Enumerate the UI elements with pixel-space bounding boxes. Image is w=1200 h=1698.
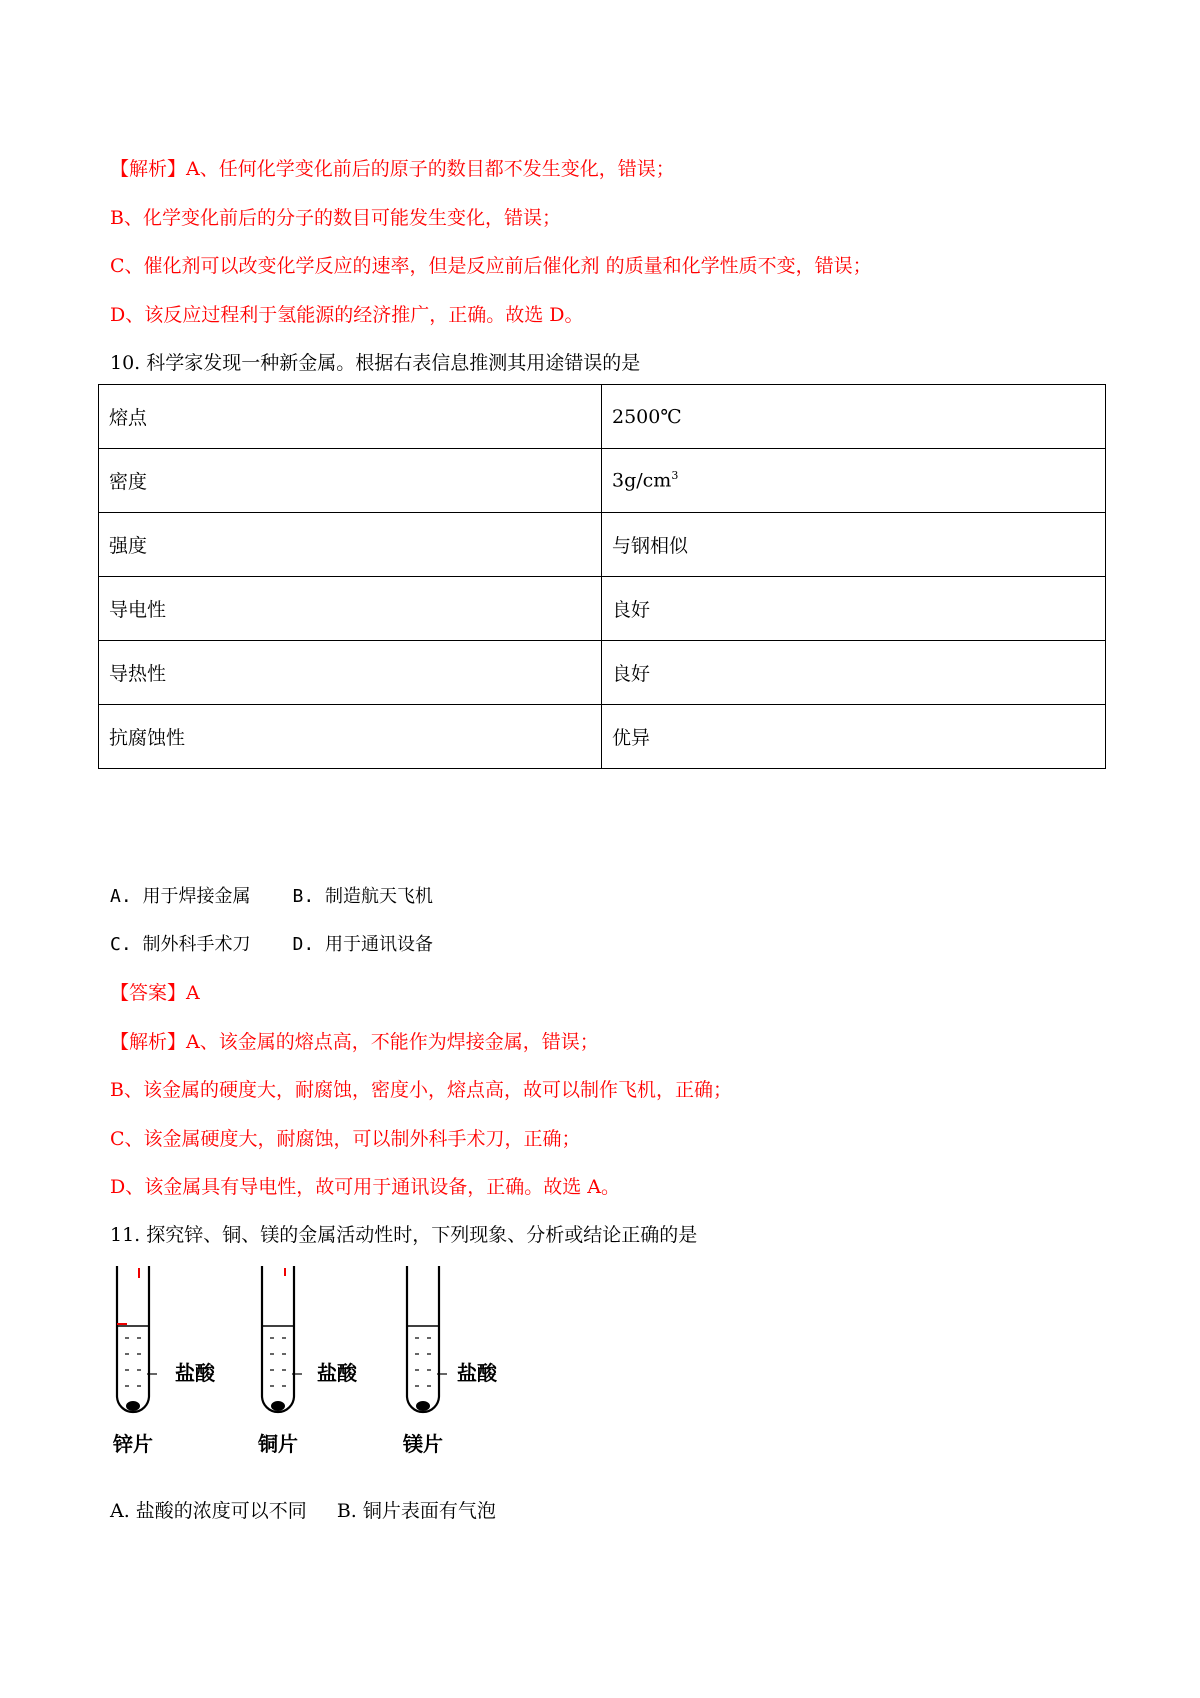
q10-options-row2 xyxy=(110,932,433,958)
tube-magnesium xyxy=(407,1266,439,1412)
q10-analysis-a xyxy=(110,1029,599,1055)
analysis-tag: 【解析】 xyxy=(110,1031,187,1053)
tube-zinc xyxy=(117,1266,149,1412)
q11-options-row1 xyxy=(110,1498,496,1524)
property-cell: 密度 xyxy=(99,449,602,513)
tube-label-zinc: 锌片 xyxy=(113,1432,153,1456)
q10-options-row1 xyxy=(110,884,433,910)
answer-value: A xyxy=(186,982,200,1004)
answer-tag: 【答案】 xyxy=(110,982,187,1004)
property-cell: 导电性 xyxy=(99,577,602,641)
analysis9-c: C、催化剂可以改变化学反应的速率，但是反应前后催化剂 的质量和化学性质不变，错误； xyxy=(110,255,872,277)
option-c: C. 制外科手术刀 xyxy=(110,934,251,955)
value-cell: 2500℃ xyxy=(602,385,1106,449)
analysis9-line-a xyxy=(110,156,675,182)
option-a: A. 用于焊接金属 xyxy=(110,886,251,907)
q10-analysis-c: C、该金属硬度大，耐腐蚀，可以制外科手术刀，正确； xyxy=(110,1128,581,1150)
q10-answer xyxy=(110,980,200,1006)
table-row xyxy=(99,577,1106,641)
value-cell: 良好 xyxy=(602,641,1106,705)
analysis9-b: B、化学变化前后的分子的数目可能发生变化，错误； xyxy=(110,207,561,229)
table-row xyxy=(99,705,1106,769)
analysis9-a: A、任何化学变化前后的原子的数目都不发生变化，错误； xyxy=(186,158,675,180)
question-10-stem: 10. 科学家发现一种新金属。根据右表信息推测其用途错误的是 xyxy=(110,352,641,374)
acid-label: 盐酸 xyxy=(175,1361,215,1385)
acid-label: 盐酸 xyxy=(317,1361,357,1385)
tube-outlines xyxy=(117,1266,439,1412)
q10-analysis-b: B、该金属的硬度大，耐腐蚀，密度小，熔点高，故可以制作飞机，正确； xyxy=(110,1079,732,1101)
test-tube-figure xyxy=(105,1266,525,1480)
option-d: D. 用于通讯设备 xyxy=(292,934,434,955)
acid-label: 盐酸 xyxy=(457,1361,497,1385)
density-value: 3g/cm xyxy=(612,469,672,492)
option-b: B. 铜片表面有气泡 xyxy=(336,1500,496,1522)
property-cell: 抗腐蚀性 xyxy=(99,705,602,769)
analysis-tag: 【解析】 xyxy=(110,158,187,180)
red-marks xyxy=(117,1268,285,1324)
question-11-stem: 11. 探究锌、铜、镁的金属活动性时，下列现象、分析或结论正确的是 xyxy=(110,1224,698,1246)
analysis9-d: D、该反应过程利于氢能源的经济推广，正确。故选 D。 xyxy=(110,304,584,326)
test-tubes-diagram xyxy=(105,1266,525,1476)
property-cell: 熔点 xyxy=(99,385,602,449)
liquid-dashes xyxy=(125,1338,431,1386)
analysis-a: A、该金属的熔点高，不能作为焊接金属，错误； xyxy=(186,1031,599,1053)
property-cell: 导热性 xyxy=(99,641,602,705)
table-row xyxy=(99,513,1106,577)
table-row xyxy=(99,385,1106,449)
table-row xyxy=(99,641,1106,705)
tube-label-copper: 铜片 xyxy=(258,1432,298,1456)
value-cell: 优异 xyxy=(602,705,1106,769)
tube-label-magnesium: 镁片 xyxy=(403,1432,443,1456)
option-a: A. 盐酸的浓度可以不同 xyxy=(110,1500,307,1522)
tube-copper xyxy=(262,1266,294,1412)
property-cell: 强度 xyxy=(99,513,602,577)
value-cell: 良好 xyxy=(602,577,1106,641)
q10-analysis-d: D、该金属具有导电性，故可用于通讯设备，正确。故选 A。 xyxy=(110,1176,620,1198)
option-b: B. 制造航天飞机 xyxy=(292,886,434,907)
value-cell xyxy=(602,449,1106,513)
density-exponent: 3 xyxy=(671,469,679,483)
metal-pieces xyxy=(126,1401,430,1411)
metal-properties-table xyxy=(98,384,1106,769)
value-cell: 与钢相似 xyxy=(602,513,1106,577)
table-row xyxy=(99,449,1106,513)
